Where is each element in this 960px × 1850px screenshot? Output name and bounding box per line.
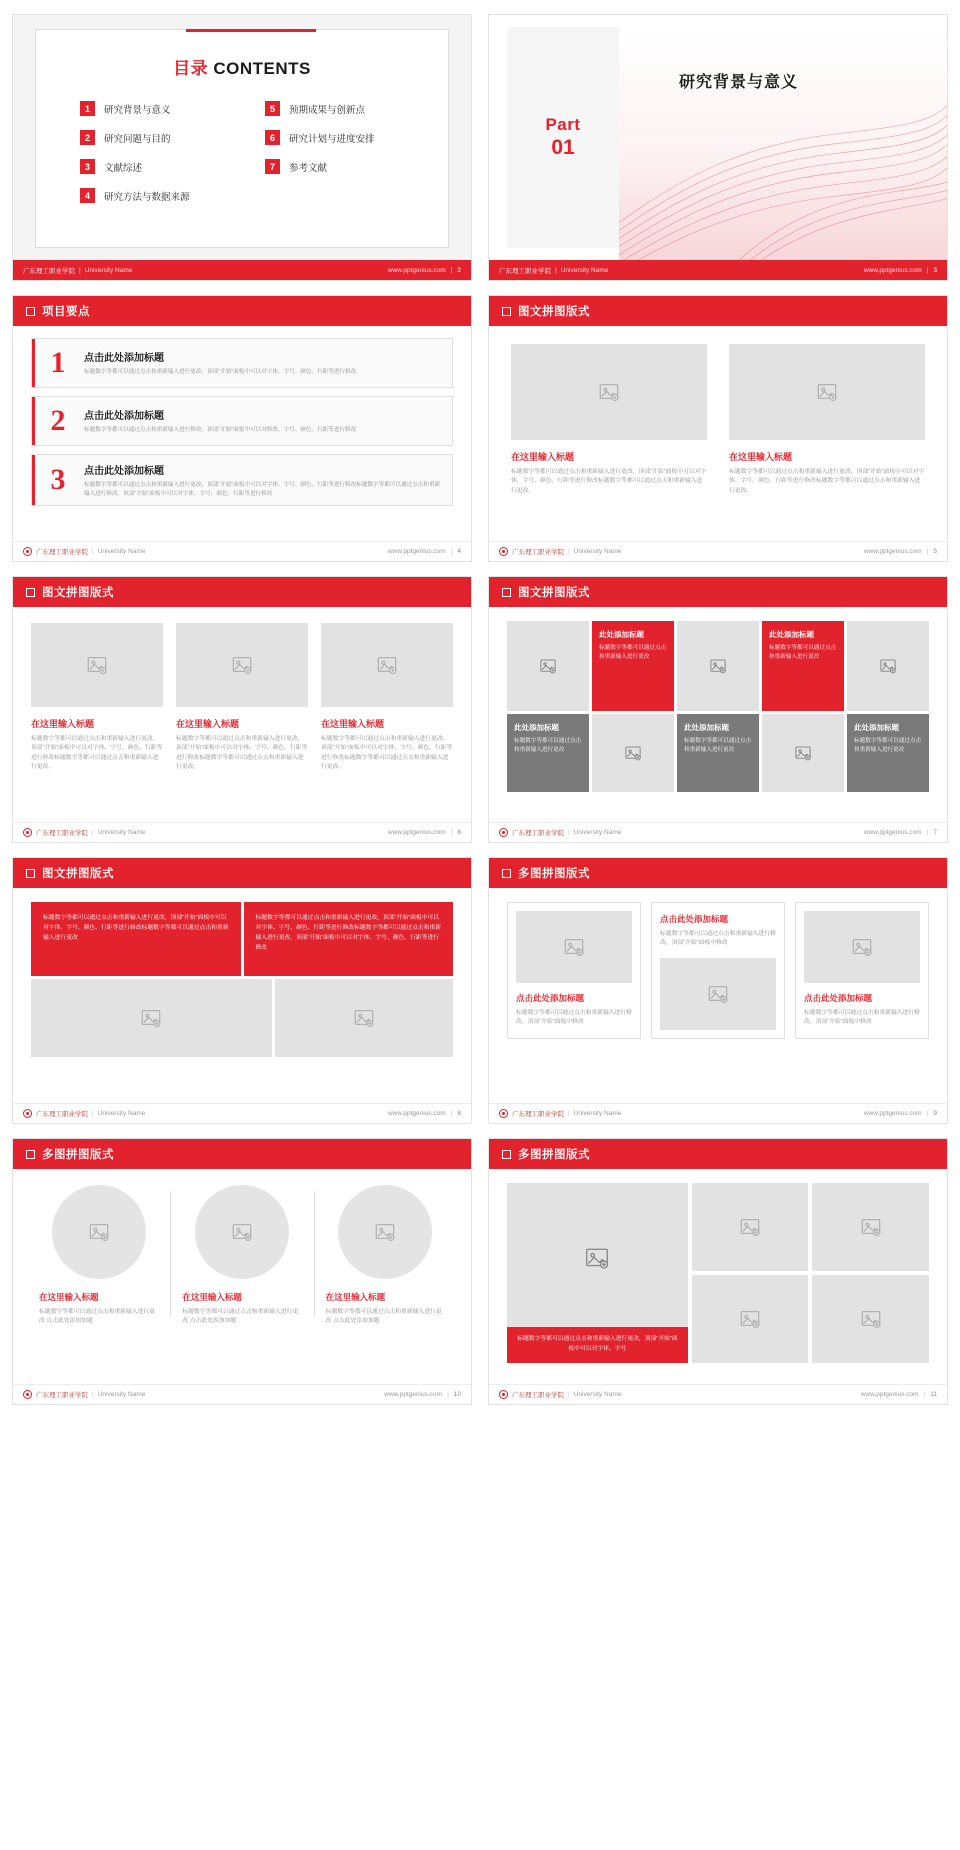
footer-site: www.pptgenius.com <box>863 829 922 836</box>
footer-site: www.pptgenius.com <box>384 1391 443 1398</box>
block-desc: 标题数字等都可以通过点击和重新输入进行更改，顶部“开始”面板中可以对字体、字号、颜色、行距等进行修改标题数字等都可以通过点击和重新输入进行更改。 <box>321 736 453 770</box>
tile-title: 此处添加标题 <box>684 723 729 732</box>
text-block[interactable]: 标题数字等都可以通过点击和重新输入进行更改，顶部“开始”面板中可以对字体、字号、颜色、行距等进行修改标题数字等都可以通过点击和重新输入进行更改 <box>31 902 241 976</box>
footer-site: www.pptgenius.com <box>387 1110 446 1117</box>
image-icon <box>794 744 812 762</box>
header-title: 多图拼图版式 <box>42 1149 114 1161</box>
image-icon <box>598 381 620 403</box>
slide-footer <box>13 1103 471 1123</box>
image-placeholder[interactable] <box>729 344 925 440</box>
toc-item-3[interactable] <box>80 159 255 174</box>
logo-icon <box>23 828 32 837</box>
page-number: 2 <box>457 266 461 274</box>
image-icon <box>860 1216 882 1238</box>
toc-item-2[interactable] <box>80 130 255 145</box>
slide-section-cover[interactable] <box>488 14 948 281</box>
footer-site: www.pptgenius.com <box>863 266 922 274</box>
card[interactable] <box>651 902 785 1039</box>
footer-university-cn: 广东理工职业学院 <box>512 549 564 556</box>
image-placeholder[interactable] <box>677 621 759 711</box>
section-heading: 研究背景与意义 <box>679 74 799 91</box>
toc-number: 2 <box>80 130 95 145</box>
block-desc: 标题数字等都可以通过点击和重新输入进行更改，顶部“开始”面板中可以对字体、字号、颜色、行距等进行修改标题数字等都可以通过点击和重新输入进行更改。 <box>511 469 707 494</box>
text-block[interactable]: 标题数字等都可以通过点击和重新输入进行更改，顶部“开始”面板中可以对字体、字号、颜色、行距等进行修改标题数字等都可以通过点击和重新输入进行更改，顶部“开始”面板中可以对字体、字号、颜色、行距等进行修改 <box>244 902 454 976</box>
footer-separator: | <box>926 829 929 836</box>
slide-feature-image[interactable] <box>488 1138 948 1405</box>
image-icon <box>376 654 398 676</box>
card-desc: 标题数字等都可以通过点击和重新输入进行修改，顶部“开始”面板中修改 <box>804 1010 920 1026</box>
card-title: 点击此处添加标题 <box>660 914 729 924</box>
text-tile[interactable] <box>592 621 674 711</box>
content-block[interactable] <box>729 344 925 496</box>
footer-separator: | <box>926 266 929 274</box>
image-icon <box>86 654 108 676</box>
toc-list <box>80 101 448 203</box>
text-tile[interactable] <box>677 714 759 792</box>
slide-header <box>13 858 471 888</box>
slide-body <box>13 888 471 1103</box>
image-icon <box>584 1245 610 1271</box>
logo-icon <box>23 547 32 556</box>
footer-separator: | <box>79 266 81 274</box>
footer-university-cn: 广东理工职业学院 <box>36 1392 88 1399</box>
column-desc: 标题数字等都可以通过点击和重新输入进行更改 点击此处添加加题 <box>182 1309 299 1325</box>
image-icon <box>539 657 557 675</box>
image-icon <box>739 1308 761 1330</box>
footer-university-en: University Name <box>97 548 146 555</box>
header-title: 图文拼图版式 <box>42 587 114 599</box>
footer-site: www.pptgenius.com <box>387 829 446 836</box>
toc-label: 预期成果与创新点 <box>289 104 366 116</box>
text-tile[interactable] <box>507 714 589 792</box>
list-item[interactable] <box>31 338 453 388</box>
footer-university-cn: 广东理工职业学院 <box>512 830 564 837</box>
slide-body <box>13 1169 471 1384</box>
footer-separator: | <box>447 1391 449 1398</box>
slide-footer <box>489 541 947 561</box>
slide-header <box>489 296 947 326</box>
tile-title: 此处添加标题 <box>769 630 814 639</box>
slide-mosaic[interactable] <box>488 576 948 843</box>
square-bullet-icon <box>26 1150 35 1159</box>
toc-label: 研究背景与意义 <box>104 104 171 116</box>
footer-separator: | <box>926 548 929 555</box>
content-block[interactable] <box>321 623 453 772</box>
footer-separator: | <box>92 548 94 555</box>
footer-separator: | <box>450 548 453 555</box>
block-desc: 标题数字等都可以通过点击和重新输入进行更改，顶部“开始”面板中可以对字体、字号、颜色、行距等进行修改标题数字等都可以通过点击和重新输入进行更改。 <box>176 736 308 770</box>
image-icon <box>88 1221 110 1243</box>
footer-site: www.pptgenius.com <box>387 266 446 274</box>
slide-image-text-three[interactable] <box>12 576 472 843</box>
column-title: 在这里输入标题 <box>325 1292 386 1302</box>
image-placeholder[interactable] <box>507 621 589 711</box>
footer-university-en: University Name <box>573 829 622 836</box>
list-item[interactable] <box>31 396 453 446</box>
card-desc: 标题数字等都可以通过点击和重新输入进行修改，顶部“开始”面板中修改 <box>516 1010 632 1026</box>
image-icon <box>231 654 253 676</box>
footer-university-cn: 广东理工职业学院 <box>36 1111 88 1118</box>
image-placeholder[interactable] <box>511 344 707 440</box>
footer-university-en: University Name <box>84 266 133 274</box>
toc-item-1[interactable] <box>80 101 255 116</box>
page-title <box>36 54 448 79</box>
image-icon <box>860 1308 882 1330</box>
list-item[interactable] <box>31 454 453 506</box>
slide-body <box>13 607 471 822</box>
footer-university-en: University Name <box>573 1110 622 1117</box>
tile-title: 此处添加标题 <box>514 723 559 732</box>
square-bullet-icon <box>26 307 35 316</box>
header-title: 图文拼图版式 <box>42 868 114 880</box>
toc-label: 研究计划与进度安排 <box>289 133 375 145</box>
footer-university-cn: 广东理工职业学院 <box>36 830 88 837</box>
slide-footer <box>489 260 947 280</box>
cover-graphic <box>619 27 947 260</box>
slide-header <box>489 858 947 888</box>
image-placeholder[interactable] <box>804 911 920 983</box>
footer-separator: | <box>450 266 453 274</box>
title-en: CONTENTS <box>213 59 311 78</box>
text-tile[interactable] <box>847 714 929 792</box>
page-number: 4 <box>457 548 461 555</box>
item-title: 点击此处添加标题 <box>84 353 164 365</box>
logo-icon <box>499 1109 508 1118</box>
toc-number: 3 <box>80 159 95 174</box>
footer-university-en: University Name <box>97 1110 146 1117</box>
slide-header <box>13 1139 471 1169</box>
image-icon <box>374 1221 396 1243</box>
toc-label: 研究问题与目的 <box>104 133 171 145</box>
page-number: 10 <box>453 1391 461 1398</box>
block-title: 在这里输入标题 <box>31 719 95 729</box>
slide-footer <box>489 822 947 842</box>
footer-separator: | <box>555 266 557 274</box>
footer-university-en: University Name <box>560 266 609 274</box>
tile-desc: 标题数字等都可以通过点击和重新输入进行更改 <box>769 645 837 660</box>
block-title: 在这里输入标题 <box>176 719 240 729</box>
slide-circle-columns[interactable] <box>12 1138 472 1405</box>
tile-desc: 标题数字等都可以通过点击和重新输入进行更改 <box>514 738 582 753</box>
wave-decoration-icon <box>619 27 947 260</box>
slide-header <box>13 296 471 326</box>
footer-university-en: University Name <box>573 1391 622 1398</box>
square-bullet-icon <box>26 588 35 597</box>
footer-university-cn: 广东理工职业学院 <box>36 549 88 556</box>
header-title: 多图拼图版式 <box>518 1149 590 1161</box>
image-icon <box>739 1216 761 1238</box>
slide-footer <box>489 1103 947 1123</box>
toc-number: 7 <box>265 159 280 174</box>
image-icon <box>879 657 897 675</box>
contents-card <box>35 29 449 248</box>
tile-desc: 标题数字等都可以通过点击和重新输入进行更改 <box>599 645 667 660</box>
image-placeholder[interactable] <box>592 714 674 792</box>
slide-body <box>489 607 947 822</box>
page-number: 3 <box>933 266 937 274</box>
block-title: 在这里输入标题 <box>321 719 385 729</box>
image-icon <box>709 657 727 675</box>
footer-separator: | <box>568 548 570 555</box>
column[interactable] <box>27 1185 170 1327</box>
item-number: 2 <box>50 404 66 437</box>
image-icon <box>231 1221 253 1243</box>
image-icon <box>851 936 873 958</box>
logo-icon <box>23 1109 32 1118</box>
image-icon <box>353 1007 375 1029</box>
text-tile[interactable] <box>762 621 844 711</box>
page-number: 8 <box>457 1110 461 1117</box>
footer-university-cn: 广东理工职业学院 <box>512 1111 564 1118</box>
block-title: 在这里输入标题 <box>511 452 575 462</box>
image-placeholder[interactable] <box>31 623 163 707</box>
footer-site: www.pptgenius.com <box>863 548 922 555</box>
footer-site: www.pptgenius.com <box>863 1110 922 1117</box>
slide-body <box>489 1169 947 1384</box>
footer-separator: | <box>450 829 453 836</box>
square-bullet-icon <box>26 869 35 878</box>
column-title: 在这里输入标题 <box>182 1292 242 1302</box>
image-icon <box>707 983 729 1005</box>
header-title: 图文拼图版式 <box>518 306 590 318</box>
image-caption: 标题数字等都可以通过点击和重新输入进行更改，顶部“开始”面板中可以对字体、字号 <box>507 1327 688 1363</box>
toc-number: 6 <box>265 130 280 145</box>
part-label: Part <box>545 115 581 134</box>
header-title: 多图拼图版式 <box>518 868 590 880</box>
footer-university-cn: 广东理工职业学院 <box>512 1392 564 1399</box>
footer-separator: | <box>926 1110 929 1117</box>
image-placeholder[interactable] <box>176 623 308 707</box>
page-number: 11 <box>930 1391 937 1398</box>
slide-contents[interactable] <box>12 14 472 281</box>
logo-icon <box>499 828 508 837</box>
image-icon <box>816 381 838 403</box>
slide-key-points[interactable] <box>12 295 472 562</box>
logo-icon <box>499 547 508 556</box>
content-block[interactable] <box>511 344 707 496</box>
footer-separator: | <box>450 1110 453 1117</box>
page-number: 7 <box>933 829 937 836</box>
item-number: 3 <box>50 463 66 497</box>
tile-desc: 标题数字等都可以通过点击和重新输入进行更改 <box>684 738 752 753</box>
image-icon <box>563 936 585 958</box>
footer-university-en: University Name <box>573 548 622 555</box>
tile-title: 此处添加标题 <box>599 630 644 639</box>
footer-separator: | <box>568 1110 570 1117</box>
slide-footer <box>13 1384 471 1404</box>
toc-item-5[interactable] <box>265 101 440 116</box>
header-title: 图文拼图版式 <box>518 587 590 599</box>
content-block[interactable] <box>31 623 163 772</box>
toc-item-4[interactable] <box>80 188 255 203</box>
slide-body <box>13 326 471 541</box>
footer-site: www.pptgenius.com <box>387 548 446 555</box>
slide-body <box>489 326 947 541</box>
image-placeholder[interactable] <box>660 958 776 1030</box>
footer-separator: | <box>92 1110 94 1117</box>
card-title: 点击此处添加标题 <box>804 993 873 1003</box>
image-icon <box>140 1007 162 1029</box>
item-title: 点击此处添加标题 <box>84 466 164 477</box>
slide-header <box>13 577 471 607</box>
footer-separator: | <box>92 829 94 836</box>
slide-footer <box>13 822 471 842</box>
image-placeholder[interactable] <box>692 1183 809 1271</box>
header-title: 项目要点 <box>42 306 90 318</box>
square-bullet-icon <box>502 588 511 597</box>
image-icon <box>624 744 642 762</box>
card-desc: 标题数字等都可以通过点击和重新输入进行修改，顶部“开始”面板中修改 <box>660 931 776 947</box>
square-bullet-icon <box>502 1150 511 1159</box>
slide-text-image-blocks[interactable] <box>12 857 472 1124</box>
card-title: 点击此处添加标题 <box>516 993 585 1003</box>
part-badge <box>507 27 619 248</box>
column-title: 在这里输入标题 <box>39 1292 99 1302</box>
image-placeholder[interactable] <box>812 1183 929 1271</box>
slide-body <box>489 888 947 1103</box>
slide-header <box>489 1139 947 1169</box>
toc-number: 1 <box>80 101 95 116</box>
image-placeholder[interactable] <box>507 1183 688 1363</box>
part-number: 01 <box>551 136 575 159</box>
footer-separator: | <box>568 1391 570 1398</box>
footer-separator: | <box>92 1391 94 1398</box>
footer-university-cn: 广东理工职业学院 <box>23 267 75 275</box>
square-bullet-icon <box>502 307 511 316</box>
block-title: 在这里输入标题 <box>729 452 793 462</box>
tile-desc: 标题数字等都可以通过点击和重新输入进行更改 <box>854 738 922 753</box>
slide-image-text-two[interactable] <box>488 295 948 562</box>
image-placeholder[interactable] <box>321 623 453 707</box>
toc-label: 研究方法与数据来源 <box>104 191 190 203</box>
page-number: 9 <box>933 1110 937 1117</box>
footer-university-cn: 广东理工职业学院 <box>499 267 551 275</box>
toc-number: 5 <box>265 101 280 116</box>
toc-label: 文献综述 <box>104 162 143 174</box>
card[interactable] <box>507 902 641 1039</box>
logo-icon <box>23 1390 32 1399</box>
accent-bar <box>186 29 316 32</box>
square-bullet-icon <box>502 869 511 878</box>
item-title: 点击此处添加标题 <box>84 411 164 423</box>
content-block[interactable] <box>176 623 308 772</box>
image-placeholder[interactable] <box>275 979 453 1057</box>
toc-item-7[interactable] <box>265 159 440 174</box>
title-cn: 目录 <box>173 59 209 78</box>
item-desc: 标题数字等都可以通过点击和重新输入进行修改，顶部“开始”面板中可以对修改、字号、颜色、行距等进行修改 <box>84 427 357 434</box>
slide-header <box>489 577 947 607</box>
item-number: 1 <box>50 346 66 379</box>
slide-footer <box>13 260 471 280</box>
image-placeholder[interactable] <box>516 911 632 983</box>
image-placeholder[interactable] <box>338 1185 432 1279</box>
footer-university-en: University Name <box>97 1391 146 1398</box>
tile-title: 此处添加标题 <box>854 723 899 732</box>
slide-footer <box>489 1384 947 1404</box>
column[interactable] <box>314 1185 457 1327</box>
image-placeholder[interactable] <box>52 1185 146 1279</box>
page-number: 5 <box>933 548 937 555</box>
page-number: 6 <box>457 829 461 836</box>
column-desc: 标题数字等都可以通过点击和重新输入进行更改 点击此处添加加题 <box>325 1309 442 1325</box>
footer-site: www.pptgenius.com <box>860 1391 919 1398</box>
block-desc: 标题数字等都可以通过点击和重新输入进行更改，顶部“开始”面板中可以对字体、字号、颜色、行距等进行修改标题数字等都可以通过点击和重新输入进行更改。 <box>31 736 163 770</box>
toc-item-6[interactable] <box>265 130 440 145</box>
item-desc: 标题数字等都可以通过点击和重新输入进行更改，顶部“开始”面板中可以对字体、字号、颜色、行距等进行修改 <box>84 369 357 376</box>
image-placeholder[interactable] <box>847 621 929 711</box>
slide-multi-image-cards[interactable] <box>488 857 948 1124</box>
toc-number: 4 <box>80 188 95 203</box>
column-desc: 标题数字等都可以通过点击和重新输入进行更改 点击此处添加加题 <box>39 1309 155 1325</box>
block-desc: 标题数字等都可以通过点击和重新输入进行更改，顶部“开始”面板中可以对字体、字号、颜色、行距等进行修改标题数字等都可以通过点击和重新输入进行更改。 <box>729 469 925 494</box>
logo-icon <box>499 1390 508 1399</box>
image-placeholder[interactable] <box>31 979 272 1057</box>
toc-label: 参考文献 <box>289 162 328 174</box>
footer-university-en: University Name <box>97 829 146 836</box>
image-placeholder[interactable] <box>692 1275 809 1363</box>
column[interactable] <box>170 1185 313 1327</box>
footer-separator: | <box>923 1391 926 1398</box>
item-desc: 标题数字等都可以通过点击和重新输入进行更改，顶部“开始”面板中可以对字体、字号、颜色、行距等进行修改标题数字等都可以通过点击和重新输入进行修改，顶部“开始”面板中可以对字体、字号、颜色、行距等进行修改 <box>84 482 441 497</box>
card[interactable] <box>795 902 929 1039</box>
image-placeholder[interactable] <box>762 714 844 792</box>
image-placeholder[interactable] <box>812 1275 929 1363</box>
slide-footer <box>13 541 471 561</box>
footer-separator: | <box>568 829 570 836</box>
image-placeholder[interactable] <box>195 1185 289 1279</box>
